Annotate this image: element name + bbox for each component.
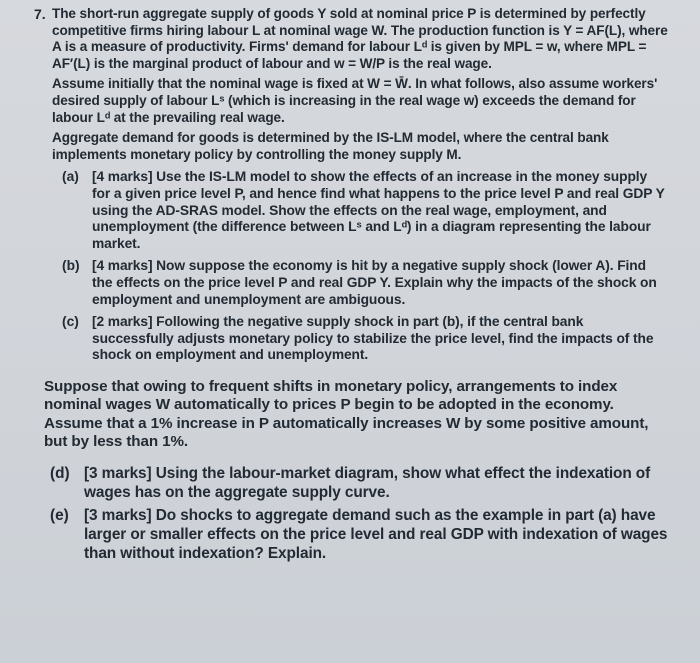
part-a [62,169,668,252]
part-e-label: (e) [50,506,69,524]
part-d-text: [3 marks] Using the labour-market diagram, show what effect the indexation of wages has on the aggregate supply curve. [84,464,651,501]
question-number: 7. [34,6,46,22]
question-header [34,6,668,72]
aggregate-demand-paragraph: Aggregate demand for goods is determined by the IS-LM model, where the central bank implements monetary policy by controlling the money supply M. [52,130,609,162]
part-c-label: (c) [62,314,79,330]
indexation-paragraph: Suppose that owing to frequent shifts in monetary policy, arrangements to index nominal wages W automatically to prices P begin to be adopted in the economy. Assume that a 1% increase in P automatically increases W by some positive amount, but by less than 1%. [44,377,649,451]
part-e [50,506,668,563]
part-c [62,314,668,364]
part-d [50,464,668,502]
part-d-label: (d) [50,464,70,482]
part-b [62,258,668,308]
question-parts-abc [62,169,668,364]
part-b-text: [4 marks] Now suppose the economy is hit by a negative supply shock (lower A). Find the effects on the price level P and real GDP Y. Explain why the impacts of the shock on employment and unemployment are ambiguous. [92,258,657,307]
part-b-label: (b) [62,258,80,274]
part-a-text: [4 marks] Use the IS-LM model to show the effects of an increase in the money supply for a given price level P, and hence find what happens to the price level P and real GDP Y using the AD-SRAS model. Show the effects on the real wage, employment, and unemployment (the difference between Lˢ and Lᵈ) in a diagram representing the labour market. [92,169,665,251]
part-e-text: [3 marks] Do shocks to aggregate demand such as the example in part (a) have larger or smaller effects on the price level and real GDP with indexation of wages than without indexation? Explain. [84,506,668,562]
part-a-label: (a) [62,169,79,185]
part-c-text: [2 marks] Following the negative supply shock in part (b), if the central bank successfully adjusts monetary policy to stabilize the price level, find the impacts of the shock on employment and unemployment. [92,314,654,363]
assumption-paragraph: Assume initially that the nominal wage is fixed at W = W̄. In what follows, also assume workers' desired supply of labour Lˢ (which is increasing in the real wage w) exceeds the demand for labour Lᵈ at the prevailing real wage. [52,76,658,125]
question-intro: The short-run aggregate supply of goods Y sold at nominal price P is determined by perfectly competitive firms hiring labour L at nominal wage W. The production function is Y = AF(L), where A is a measure of productivity. Firms' demand for labour Lᵈ is given by MPL = w, where MPL = AF′(L) is the marginal product of labour and w = W/P is the real wage. [52,6,668,71]
question-parts-de [50,464,668,563]
